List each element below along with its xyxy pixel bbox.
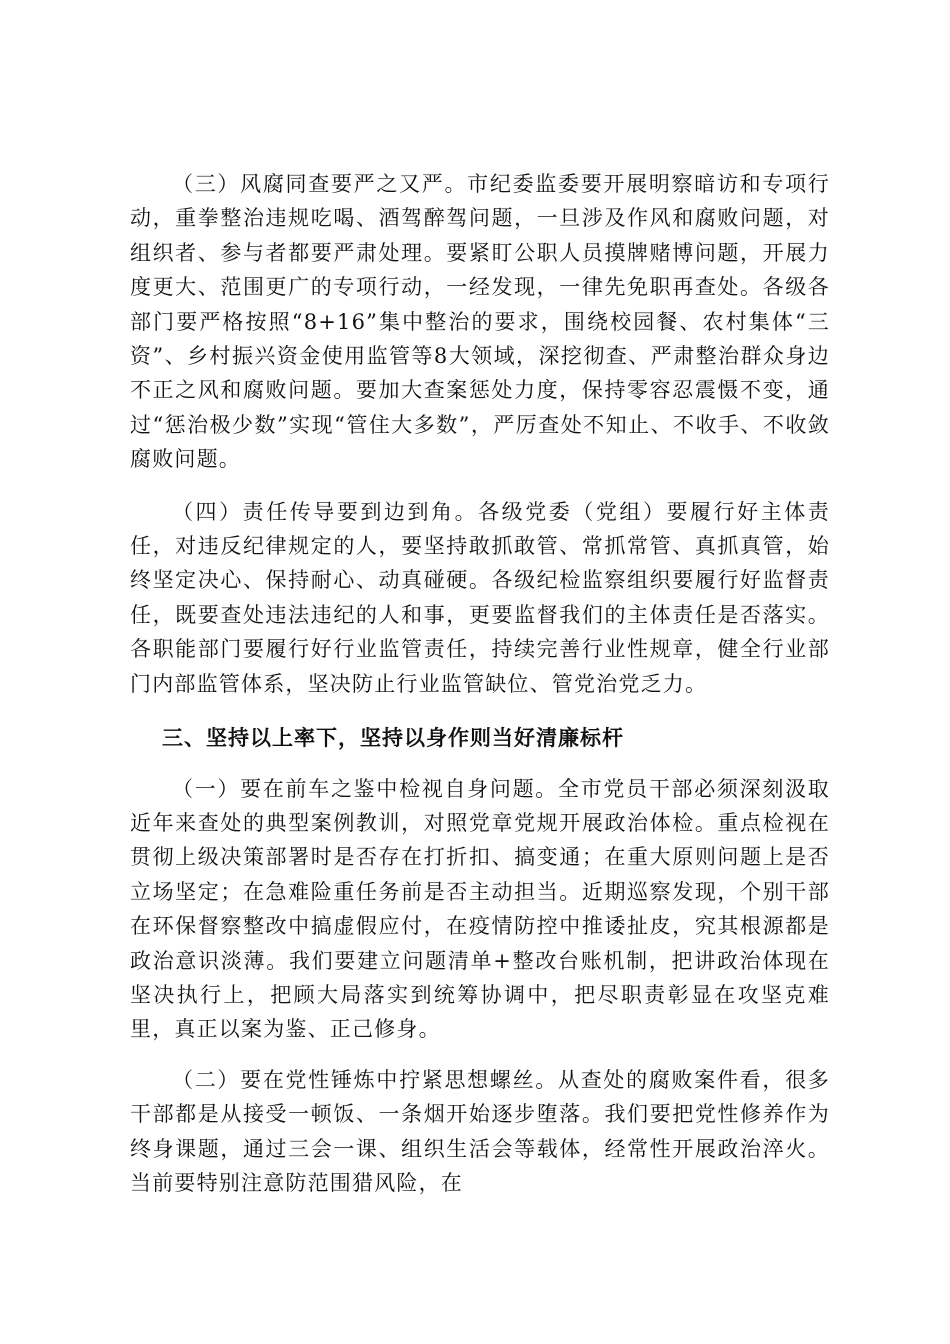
paragraph-section-2-4: （四）责任传导要到边到角。各级党委（党组）要履行好主体责任，对违反纪律规定的人，要坚持敢抓敢管、常抓常管、真抓真管，始终坚定决心、保持耐心、动真碰硬。各级纪检监察组织要履行好监督责任，既要查处违法违纪的人和事，更要监督我们的主体责任是否落实。各职能部门要履行好行业监管责任，持续完善行业性规章，健全行业部门内部监管体系，坚决防止行业监管缺位、管党治党乏力。 (130, 499, 830, 696)
document-page (130, 167, 830, 1200)
section-heading-3: 三、坚持以上率下，坚持以身作则当好清廉标杆 (162, 726, 624, 751)
paragraph-section-3-2: （二）要在党性锤炼中拧紧思想螺丝。从查处的腐败案件看，很多干部都是从接受一顿饭、一条烟开始逐步堕落。我们要把党性修养作为终身课题，通过三会一课、组织生活会等载体，经常性开展政治淬火。当前要特别注意防范围猎风险，在 (130, 1067, 830, 1195)
paragraph-section-2-3: （三）风腐同查要严之又严。市纪委监委要开展明察暗访和专项行动，重拳整治违规吃喝、酒驾醉驾问题，一旦涉及作风和腐败问题，对组织者、参与者都要严肃处理。要紧盯公职人员摸牌赌博问题，开展力度更大、范围更广的专项行动，一经发现，一律先免职再查处。各级各部门要严格按照“8+16”集中整治的要求，围绕校园餐、农村集体“三资”、乡村振兴资金使用监管等8大领域，深挖彻查、严肃整治群众身边不正之风和腐败问题。要加大查案惩处力度，保持零容忍震慑不变，通过“惩治极少数”实现“管住大多数”，严厉查处不知止、不收手、不收敛腐败问题。 (130, 172, 830, 472)
paragraph-section-3-1: （一）要在前车之鉴中检视自身问题。全市党员干部必须深刻汲取近年来查处的典型案例教训，对照党章党规开展政治体检。重点检视在贯彻上级决策部署时是否存在打折扣、搞变通；在重大原则问题上是否立场坚定；在急难险重任务前是否主动担当。近期巡察发现，个别干部在环保督察整改中搞虚假应付，在疫情防控中推诿扯皮，究其根源都是政治意识淡薄。我们要建立问题清单+整改台账机制，把讲政治体现在坚决执行上，把顾大局落实到统筹协调中，把尽职责彰显在攻坚克难里，真正以案为鉴、正己修身。 (130, 776, 830, 1042)
